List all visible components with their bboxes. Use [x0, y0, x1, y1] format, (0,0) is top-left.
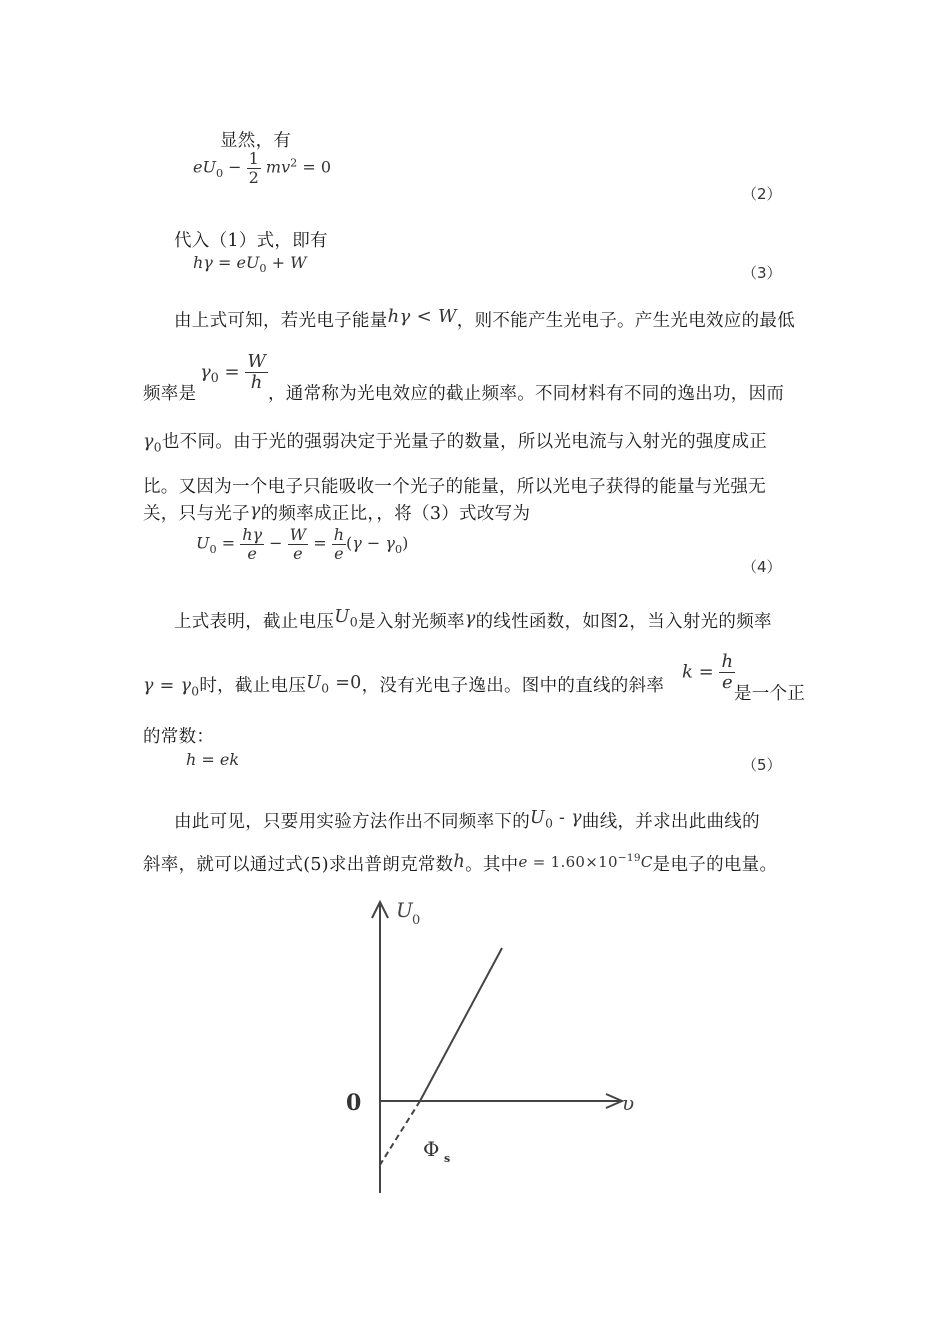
equation-2-number: （2）	[742, 185, 782, 203]
equation-4: $U_0$ = $\frac{h\gamma}{e}$ − $\frac{W}{e}$ = $\frac{h}{e}$ $(\gamma - \gamma_0)$	[196, 525, 409, 563]
equation-5-number: （5）	[742, 756, 782, 774]
y-axis-label: U	[396, 898, 413, 922]
inline-math-u0-gamma: $U_0$ - γ	[530, 808, 582, 831]
text-substitute: 代入（1）式，即有	[174, 231, 328, 251]
inline-math-gamma-2: γ	[464, 609, 476, 629]
text-infer-a: 由上式可知，若光电子能量	[174, 311, 388, 331]
text-when-d: 是一个正	[734, 684, 806, 704]
text-freq-e-line	[143, 500, 530, 525]
text-freq-c: 也不同。由于光的强弱决定于光量子的数量，所以光电流与入射光的强度成正	[161, 432, 768, 452]
inline-math-gamma-eq-gamma0: $\gamma = \gamma_0$	[143, 676, 200, 699]
text-slope-b: 。其中	[465, 855, 519, 875]
text-slope-a: 斜率，就可以通过式(5)求出普朗克常数	[143, 855, 454, 875]
inline-math-gamma: γ	[249, 501, 261, 521]
text-slope-line	[143, 851, 777, 876]
text-when-c: ，没有光电子逸出。图中的直线的斜率	[361, 676, 665, 696]
equation-3-number: （3）	[742, 264, 782, 282]
text-thus-a: 由此可见，只要用实验方法作出不同频率下的	[174, 812, 530, 832]
text-freq-e2: 的频率成正比，，将（3）式改写为	[260, 504, 531, 524]
inline-math-h: h	[453, 852, 466, 872]
text-freq-b: ，通常称为光电效应的截止频率。不同材料有不同的逸出功，因而	[268, 384, 785, 404]
x-axis-label: υ	[622, 1091, 635, 1115]
extrapolated-line	[378, 1101, 420, 1168]
inline-math-gamma0: $\gamma_0$	[143, 432, 162, 455]
figure-u0-vs-frequency	[330, 890, 650, 1210]
text-freq-e1: 关，只与光子	[143, 504, 250, 524]
data-line	[420, 948, 502, 1101]
text-infer	[174, 306, 795, 332]
text-const: 的常数：	[143, 727, 215, 747]
equation-5: h = ek	[186, 750, 240, 769]
text-freq-c-line	[143, 428, 767, 455]
text-thus-b: 曲线，并求出此曲线的	[581, 812, 760, 832]
inline-math-k-frac: k = $\frac{h}{e}$	[682, 651, 734, 693]
inline-math-u0: $U_0$	[334, 606, 359, 630]
text-show-line	[174, 606, 772, 633]
inline-math-e-value: $e = 1.60\times 10^{-19}C$	[518, 852, 653, 871]
phi-label-sub: s	[444, 1152, 451, 1165]
text-freq-d: 比。又因为一个电子只能吸收一个光子的能量，所以光电子获得的能量与光强无	[143, 477, 766, 497]
text-infer-b: ，则不能产生光电子。产生光电效应的最低	[456, 311, 795, 331]
inline-math-hv-lt-w: hγ < W	[387, 306, 457, 327]
text-when-line	[143, 672, 664, 699]
text-show-a: 上式表明，截止电压	[174, 612, 335, 632]
phi-label: Φ	[423, 1137, 440, 1161]
equation-2: $eU_0$ − $\frac{1}{2}$ $mv^2 = 0$	[193, 149, 332, 187]
inline-math-u0-eq-0: $U_0 =0$	[306, 673, 362, 696]
inline-math-gamma0-frac: $\gamma_0$ = $\frac{W}{h}$	[200, 351, 266, 393]
text-thus-line	[174, 808, 760, 833]
text-show-b: 是入射光频率	[358, 612, 465, 632]
text-when-b: 时，截止电压	[199, 676, 307, 696]
text-obviously: 显然，有	[220, 131, 292, 151]
origin-label: 0	[346, 1090, 362, 1116]
equation-3: $h\gamma = eU_0 + W$	[193, 253, 307, 276]
equation-4-number: （4）	[742, 558, 782, 576]
text-slope-c: 是电子的电量。	[652, 855, 778, 875]
y-axis-label-sub: 0	[412, 913, 421, 928]
text-show-c: 的线性函数，如图2，当入射光的频率	[475, 612, 772, 632]
text-freq-label: 频率是	[143, 384, 197, 404]
